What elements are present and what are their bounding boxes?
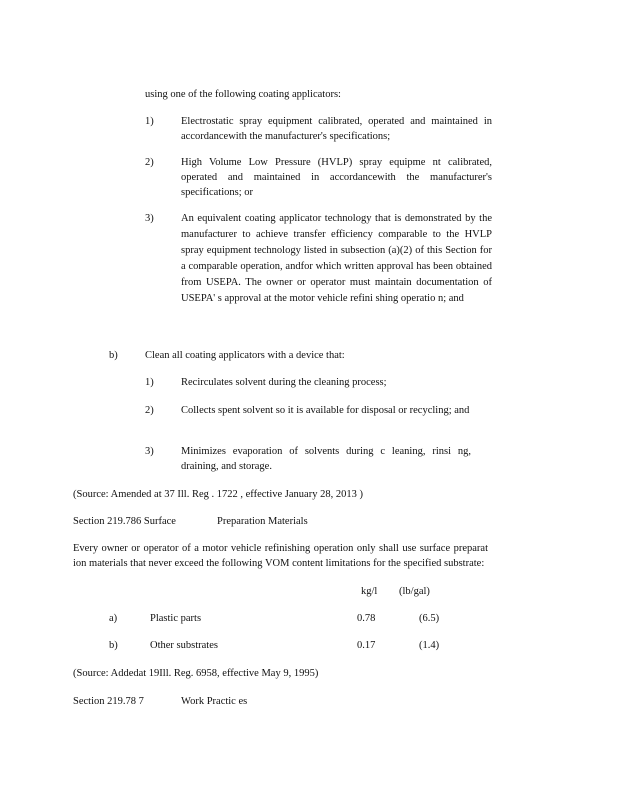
row-letter: b) bbox=[109, 640, 118, 651]
section-2-label: Section 219.78 7 bbox=[73, 696, 144, 707]
row-lb-value: (1.4) bbox=[419, 640, 440, 651]
row-label: Plastic parts bbox=[150, 613, 202, 624]
row-lb-value: (6.5) bbox=[419, 613, 440, 624]
item-b1-text: Recirculates solvent during the cleaning process; bbox=[181, 377, 387, 388]
item-a1-number: 1) bbox=[145, 116, 154, 127]
item-b2-text: Collects spent solvent so it is available for disposal or recycling; and bbox=[181, 405, 470, 416]
item-b1-number: 1) bbox=[145, 377, 154, 388]
body-paragraph: Every owner or operator of a motor vehicle refinishing operation only shall use surface preparat ion materials that never exceed the following VOM content limitations for the specified substrate: bbox=[73, 543, 488, 569]
item-b3-number: 3) bbox=[145, 446, 154, 457]
item-b-letter: b) bbox=[109, 350, 118, 361]
item-a2-text: High Volume Low Pressure (HVLP) spray equipme nt calibrated, operated and maintained in accordancewith the manufacturer's specifications; or bbox=[181, 157, 492, 198]
section-1-label: Section 219.786 Surface bbox=[73, 516, 176, 527]
item-b2-number: 2) bbox=[145, 405, 154, 416]
section-2-title: Work Practic es bbox=[181, 696, 248, 707]
intro-line: using one of the following coating applicators: bbox=[145, 89, 341, 100]
source-note-2: (Source: Addedat 19Ill. Reg. 6958, effective May 9, 1995) bbox=[73, 668, 319, 679]
item-a1-text: Electrostatic spray equipment calibrated, operated and maintained in accordancewith the manufacturer's specifications; bbox=[181, 116, 492, 142]
unit-kg-header: kg/l bbox=[361, 586, 378, 597]
row-letter: a) bbox=[109, 613, 118, 624]
section-1-title: Preparation Materials bbox=[217, 516, 308, 527]
item-b3-text: Minimizes evaporation of solvents during c leaning, rinsi ng, draining, and storage. bbox=[181, 446, 471, 472]
unit-lb-header: (lb/gal) bbox=[399, 586, 430, 597]
source-note-1: (Source: Amended at 37 Ill. Reg . 1722 , effective January 28, 2013 ) bbox=[73, 489, 363, 500]
row-kg-value: 0.17 bbox=[357, 640, 376, 651]
item-a3-text: An equivalent coating applicator technology that is demonstrated by the manufacturer to achieve transfer efficiency comparable to the HVLP spray equipment technology listed in subsection (a)(2) of this Section for a comparable operation, andfor which written approval has been obtained from USEPA. The owner or operator must maintain documentation of USEPA' s approval at the motor vehicle refini shing operatio n; and bbox=[181, 213, 492, 304]
item-a3-number: 3) bbox=[145, 213, 154, 224]
row-label: Other substrates bbox=[150, 640, 218, 651]
item-b-text: Clean all coating applicators with a device that: bbox=[145, 350, 345, 361]
item-a2-number: 2) bbox=[145, 157, 154, 168]
row-kg-value: 0.78 bbox=[357, 613, 376, 624]
